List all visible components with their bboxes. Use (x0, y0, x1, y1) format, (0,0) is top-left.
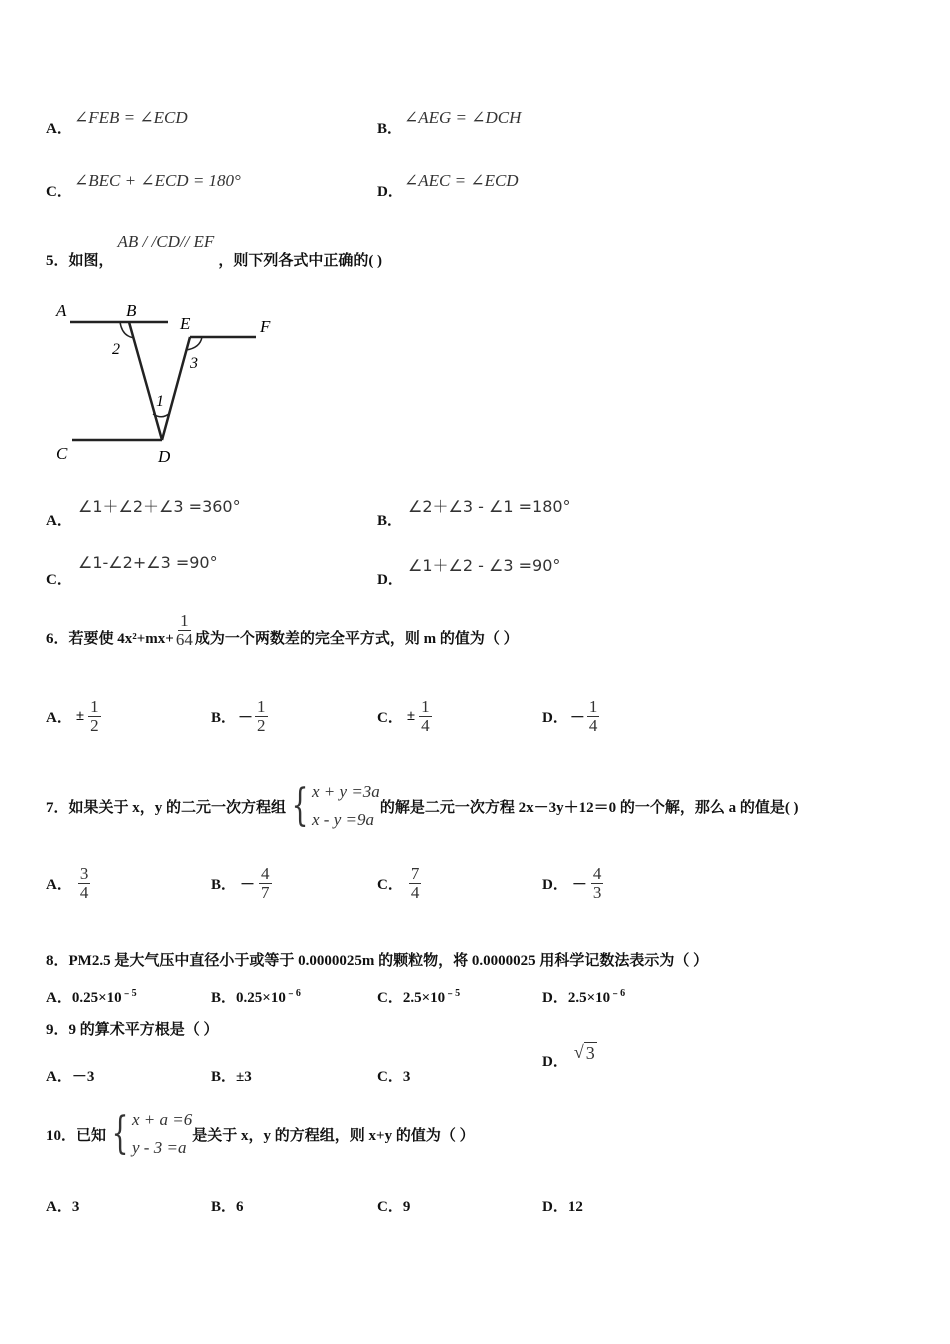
q5-option-b-expr: ∠2＋∠3 - ∠1 =180° (408, 497, 571, 516)
q10-stem: 10．已知 { x + a =6 y - 3 =a 是关于 x，y 的方程组，则 x+y 的值为（ ） (46, 1106, 475, 1162)
q5-option-d: D． (377, 572, 403, 588)
q4-option-d: D． (377, 184, 403, 200)
fig-label-b: B (126, 301, 137, 320)
q8-option-b: B．$0.25\times 10^{﹣6}$ (211, 988, 301, 1006)
q8-option-a: A．$0.25\times 10^{﹣5}$ (46, 988, 137, 1006)
q4-option-b: B． (377, 121, 403, 137)
q10-option-b: B．6 (211, 1199, 244, 1215)
q6-option-d: D． － $\frac{1}{4}$ (542, 697, 598, 735)
q5-stem: 5．如图， AB / /CD// EF ，则下列各式中正确的( ) (46, 232, 383, 269)
q5-option-a-expr: ∠1＋∠2＋∠3 =360° (78, 497, 241, 516)
q5-option-b: B． (377, 513, 403, 529)
fig-angle-1: 1 (156, 393, 164, 410)
q5-option-c-expr: ∠1-∠2+∠3 =90° (78, 553, 218, 572)
q4-option-b-expr: ∠AEG = ∠DCH (404, 108, 522, 127)
q5-option-a: A． (46, 513, 72, 529)
q5-condition: AB / /CD// EF (117, 232, 215, 251)
q10-option-d: D．12 (542, 1199, 583, 1215)
fig-label-a: A (56, 301, 67, 320)
q10-option-a: A．3 (46, 1199, 80, 1215)
q8-option-d: D．$2.5\times 10^{﹣6}$ (542, 988, 626, 1006)
q6-fraction: $\frac{1}{64}$ (175, 610, 193, 649)
q7-stem: 7．如果关于 x，y 的二元一次方程组 { x + y =3a x - y =9a 的解是二元一次方程 2x－3y＋12＝0 的一个解，那么 a 的值是( ) (46, 778, 799, 834)
q6-stem: 6．若要使 4x²+mx+ $\frac{1}{64}$ 成为一个两数差的完全平方式，则 m 的值为（ ） (46, 610, 519, 649)
q9-option-d: D． √ 3 (542, 1042, 595, 1070)
q4-option-d-expr: ∠AEC = ∠ECD (404, 171, 519, 190)
q5-option-c: C． (46, 572, 72, 588)
q7-option-c: C． $\frac{7}{4}$ (377, 864, 420, 902)
q6-option-c: C． ± $\frac{1}{4}$ (377, 697, 430, 735)
q4-option-a: A． (46, 121, 72, 137)
q6-option-b: B． － $\frac{1}{2}$ (211, 697, 266, 735)
q10-option-c: C．9 (377, 1199, 411, 1215)
fig-angle-3: 3 (190, 355, 198, 372)
q8-stem: 8．PM2.5 是大气压中直径小于或等于 0.0000025m 的颗粒物，将 0.0000025 用科学记数法表示为（ ） (46, 953, 709, 969)
fig-label-c: C (56, 444, 68, 463)
q9-option-a: A．－3 (46, 1069, 95, 1085)
q9-option-c: C．3 (377, 1069, 411, 1085)
fig-label-e: E (180, 314, 191, 333)
q7-option-a: A． $\frac{3}{4}$ (46, 864, 89, 902)
q9-option-b: B．±3 (211, 1069, 252, 1085)
fig-angle-2: 2 (112, 341, 120, 358)
q5-figure (50, 296, 290, 471)
q9-stem: 9．9 的算术平方根是（ ） (46, 1022, 219, 1038)
q4-option-c-expr: ∠BEC + ∠ECD = 180° (74, 171, 241, 190)
q6-option-a: A． ± $\frac{1}{2}$ (46, 697, 99, 735)
q10-equation-system: { x + a =6 y - 3 =a (111, 1108, 193, 1159)
q7-equation-system: { x + y =3a x - y =9a (291, 780, 380, 831)
fig-label-f: F (260, 317, 271, 336)
q4-option-c: C． (46, 184, 72, 200)
q4-option-a-expr: ∠FEB = ∠ECD (74, 108, 188, 127)
q8-option-c: C．$2.5\times 10^{﹣5}$ (377, 988, 461, 1006)
fig-label-d: D (158, 447, 171, 466)
q7-option-b: B． － $\frac{4}{7}$ (211, 864, 270, 902)
sqrt-symbol: √ 3 (573, 1042, 595, 1063)
q7-option-d: D． － $\frac{4}{3}$ (542, 864, 602, 902)
q5-option-d-expr: ∠1＋∠2 - ∠3 =90° (408, 556, 561, 575)
